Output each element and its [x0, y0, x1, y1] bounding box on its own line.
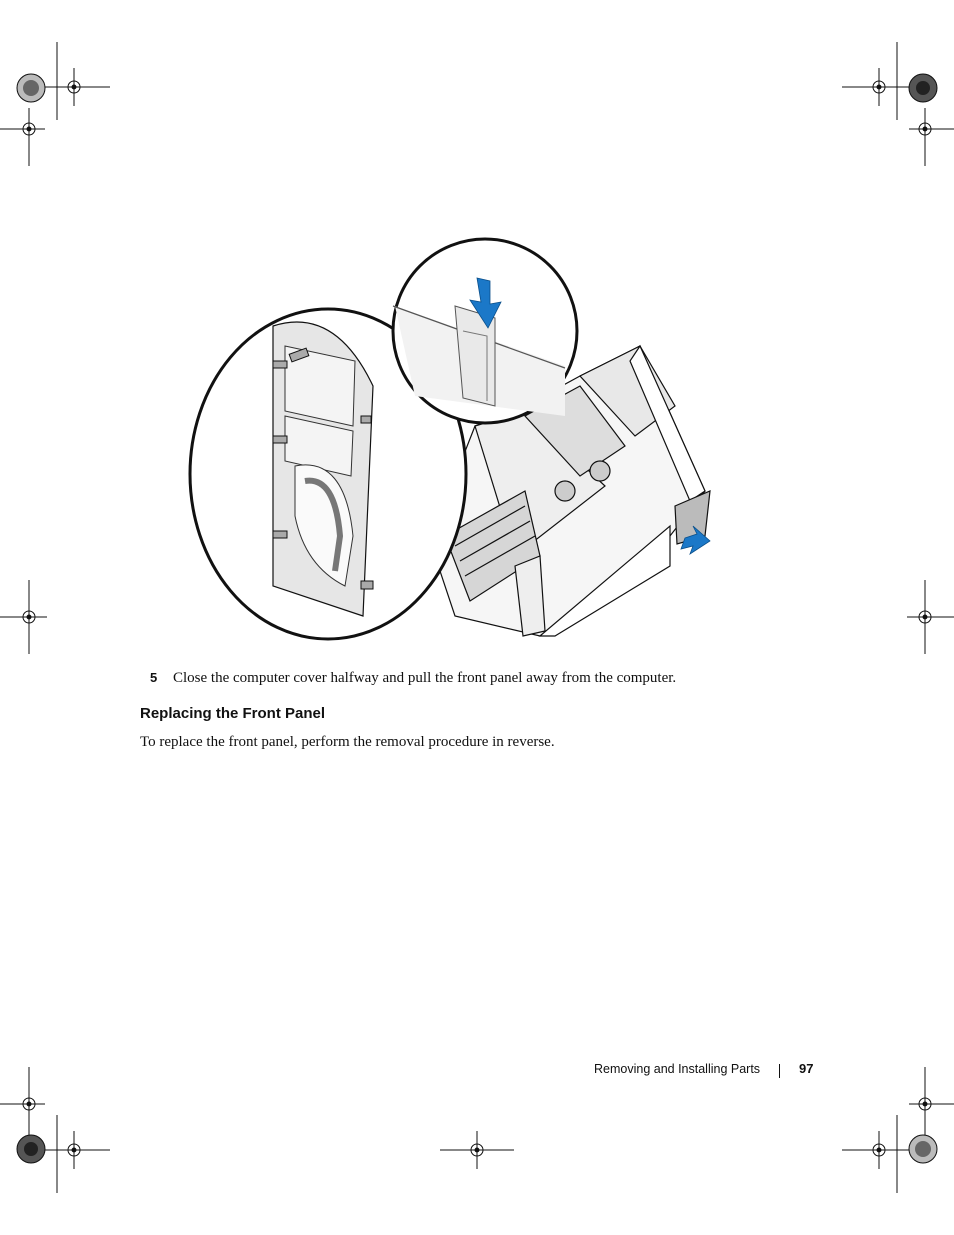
footer-divider: [779, 1064, 780, 1078]
step-number: 5: [150, 670, 158, 685]
section-paragraph: To replace the front panel, perform the removal procedure in reverse.: [140, 734, 555, 750]
front-panel-removal-illustration: [185, 236, 730, 646]
page-number: 97: [799, 1061, 814, 1076]
release-tab-detail: [393, 239, 577, 423]
footer-section-title: Removing and Installing Parts: [594, 1062, 761, 1076]
section-heading: Replacing the Front Panel: [140, 705, 326, 722]
step-text: Close the computer cover halfway and pull the front panel away from the computer.: [173, 670, 677, 686]
